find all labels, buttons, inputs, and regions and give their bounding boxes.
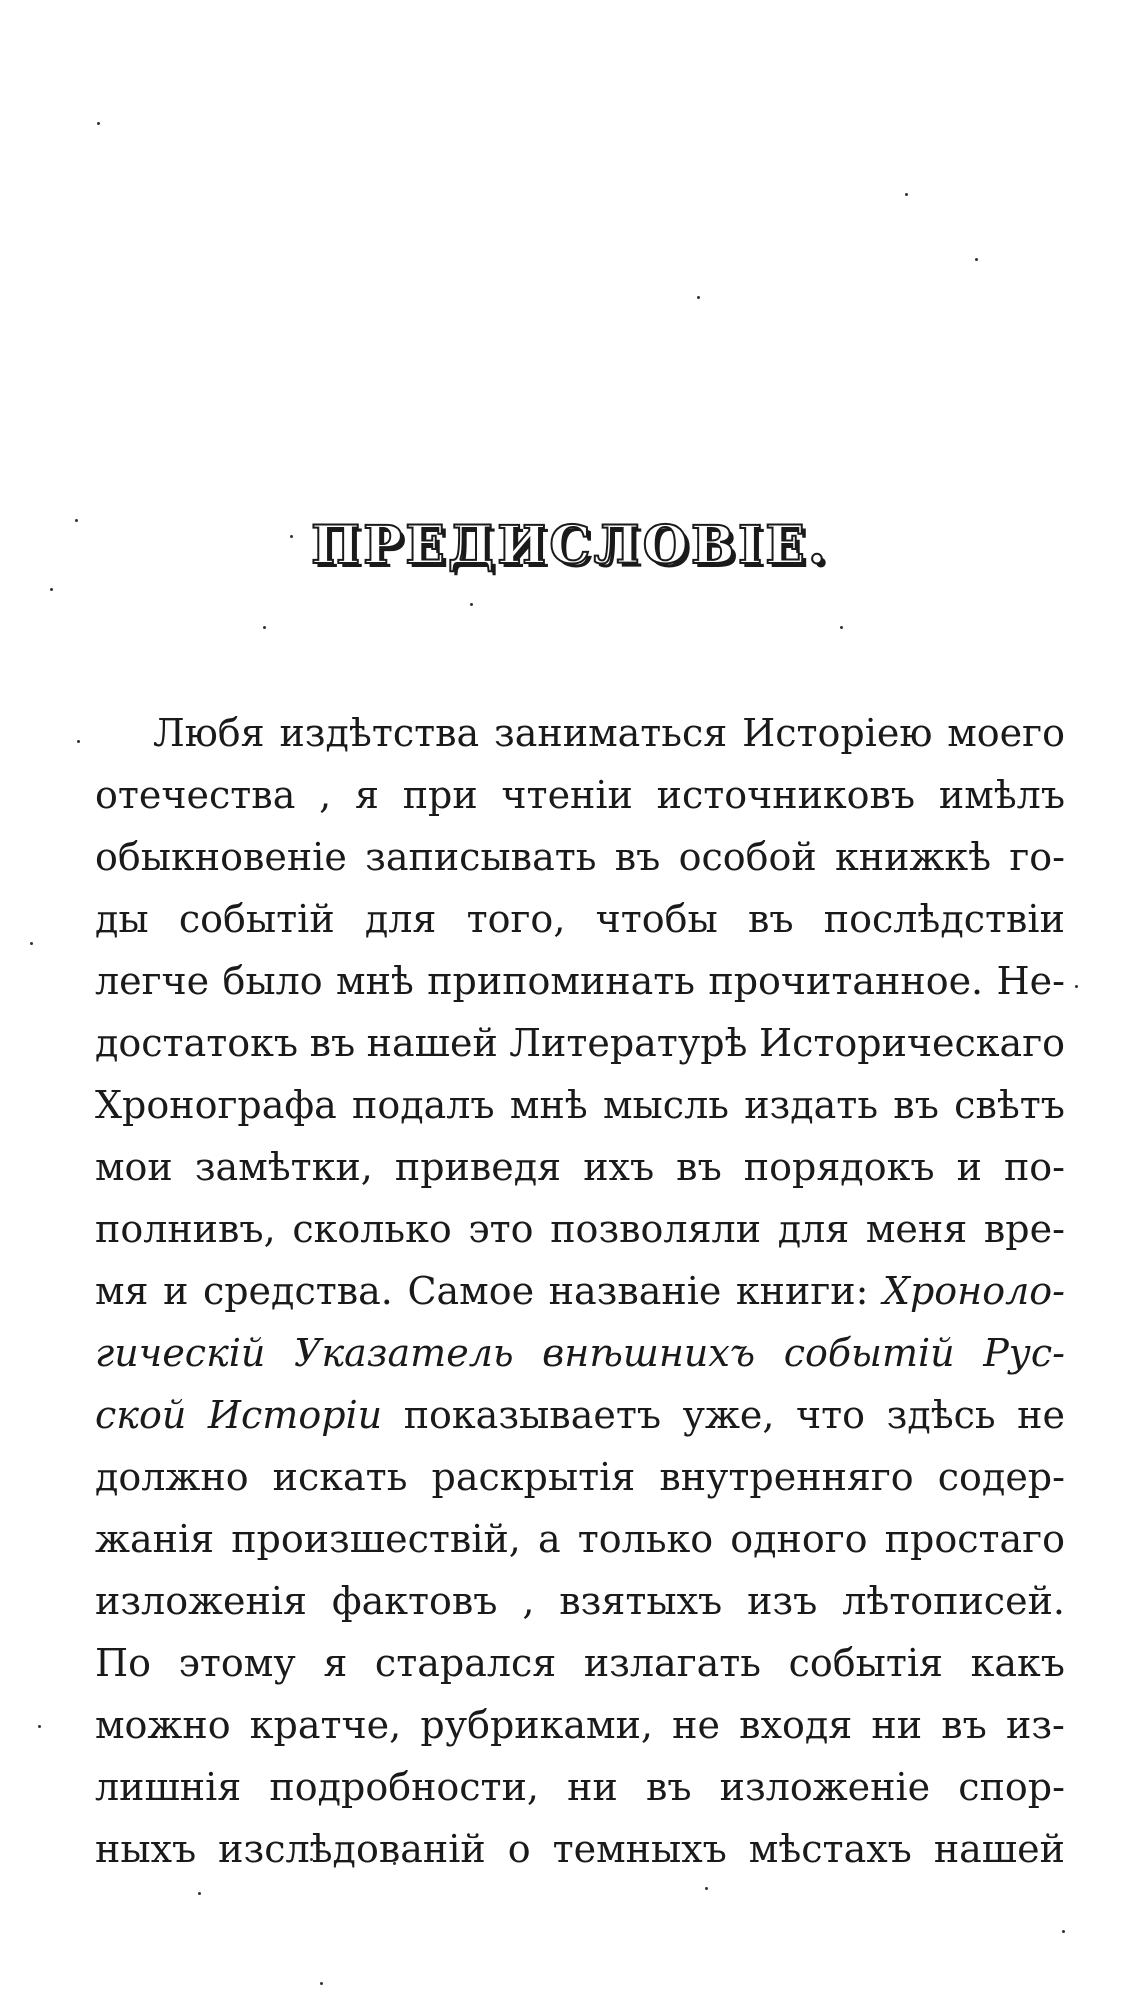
- word: легче: [95, 959, 210, 1003]
- word: и: [163, 1269, 189, 1313]
- word: ской: [95, 1393, 187, 1437]
- word: Историческаго: [758, 1021, 1065, 1065]
- word: лишнія: [95, 1765, 242, 1809]
- word: книжкѣ: [835, 835, 992, 879]
- page-title: ПРЕДИСЛОВІЕ.: [311, 515, 829, 576]
- word: записывать: [365, 835, 597, 879]
- word: ,: [319, 773, 332, 817]
- print-speck: [320, 1982, 323, 1985]
- word: издать: [744, 1083, 879, 1127]
- print-speck: [97, 122, 100, 125]
- word: содер-: [937, 1455, 1065, 1499]
- print-speck: [1075, 985, 1078, 988]
- print-speck: [1062, 1930, 1065, 1933]
- word: внутренняго: [659, 1455, 914, 1499]
- text-line: [95, 1570, 1065, 1632]
- print-speck: [38, 1725, 41, 1728]
- word: ни: [567, 1765, 618, 1809]
- word: для: [364, 897, 437, 941]
- word: замѣтки,: [194, 1145, 373, 1189]
- print-speck: [905, 193, 908, 196]
- word: мнѣ: [509, 1083, 588, 1127]
- word: обыкновеніе: [95, 835, 347, 879]
- word: из-: [1006, 1703, 1065, 1747]
- word: какъ: [970, 1641, 1065, 1685]
- word: въ: [676, 1145, 722, 1189]
- preface-text: [95, 702, 1065, 1880]
- word: изъ: [747, 1579, 818, 1623]
- word: того,: [466, 897, 566, 941]
- word: порядокъ: [743, 1145, 935, 1189]
- word: въ: [941, 1703, 987, 1747]
- word: чтобы: [595, 897, 718, 941]
- word: ихъ: [583, 1145, 655, 1189]
- text-line: [95, 1632, 1065, 1694]
- word: я: [354, 773, 379, 817]
- word: старался: [374, 1641, 557, 1685]
- word: это: [468, 1207, 534, 1251]
- text-line: [95, 1384, 1065, 1446]
- word: названіе: [548, 1269, 722, 1313]
- word: мои: [95, 1145, 173, 1189]
- word: Литературѣ: [509, 1021, 748, 1065]
- word: послѣдствіи: [823, 897, 1065, 941]
- word: гическій: [95, 1331, 266, 1375]
- print-speck: [198, 1892, 201, 1895]
- word: уже,: [682, 1393, 775, 1437]
- print-speck: [697, 296, 700, 299]
- word: чтеніи: [501, 773, 633, 817]
- word: внѣшнихъ: [542, 1331, 756, 1375]
- word: По: [95, 1641, 152, 1685]
- word: здѣсь: [886, 1393, 996, 1437]
- word: отечества: [95, 773, 296, 817]
- word: подалъ: [352, 1083, 495, 1127]
- word: го-: [1009, 835, 1065, 879]
- word: Рус-: [983, 1331, 1065, 1375]
- word: полнивъ,: [95, 1207, 276, 1251]
- text-line: [95, 1198, 1065, 1260]
- print-speck: [77, 740, 80, 743]
- word: не: [672, 1703, 720, 1747]
- word: искать: [272, 1455, 408, 1499]
- word: излагать: [583, 1641, 761, 1685]
- word: ,: [522, 1579, 535, 1623]
- word: нашей: [366, 1021, 498, 1065]
- word: въ: [309, 1021, 356, 1065]
- word: изложенія: [95, 1579, 307, 1623]
- text-line: [95, 1756, 1065, 1818]
- word: было: [222, 959, 323, 1003]
- word: Исторіею: [742, 711, 933, 755]
- word: сколько: [292, 1207, 452, 1251]
- word: Не-: [996, 959, 1065, 1003]
- word: для: [777, 1207, 850, 1251]
- word: изложеніе: [719, 1765, 931, 1809]
- word: въ: [893, 1083, 939, 1127]
- word: припоминать: [427, 959, 695, 1003]
- word: моего: [947, 711, 1065, 755]
- print-speck: [50, 588, 53, 591]
- word: что: [796, 1393, 866, 1437]
- word: а: [538, 1517, 561, 1561]
- print-speck: [975, 258, 978, 261]
- word: въ: [645, 1765, 692, 1809]
- word: особой: [678, 835, 817, 879]
- word: нашей: [933, 1827, 1065, 1871]
- print-speck: [705, 1887, 708, 1890]
- print-speck: [840, 626, 843, 629]
- text-line: [95, 826, 1065, 888]
- word: по-: [1003, 1145, 1065, 1189]
- word: должно: [95, 1455, 249, 1499]
- word: средства.: [202, 1269, 393, 1313]
- word: Указатель: [293, 1331, 514, 1375]
- word: только: [577, 1517, 714, 1561]
- word: можно: [95, 1703, 231, 1747]
- word: Любя: [153, 711, 265, 755]
- word: событій: [178, 897, 335, 941]
- text-line: [95, 1694, 1065, 1756]
- text-line: [95, 764, 1065, 826]
- word: книги:: [735, 1269, 869, 1313]
- print-speck: [30, 942, 33, 945]
- word: простаго: [884, 1517, 1065, 1561]
- word: позволяли: [550, 1207, 762, 1251]
- word: ды: [95, 897, 149, 941]
- word: при: [402, 773, 478, 817]
- text-line: [95, 1074, 1065, 1136]
- word: фактовъ: [331, 1579, 498, 1623]
- word: Хронографа: [95, 1083, 337, 1127]
- word: спор-: [958, 1765, 1065, 1809]
- word: заниматься: [494, 711, 728, 755]
- word: и: [956, 1145, 982, 1189]
- word: событій: [783, 1331, 955, 1375]
- word: лѣтописей.: [842, 1579, 1065, 1623]
- word: кратче,: [249, 1703, 402, 1747]
- word: событія: [788, 1641, 943, 1685]
- text-line: [95, 702, 1065, 764]
- text-line: [95, 1508, 1065, 1570]
- word: этому: [178, 1641, 296, 1685]
- text-line: [95, 950, 1065, 1012]
- word: источниковъ: [656, 773, 916, 817]
- text-line: [95, 1136, 1065, 1198]
- word: произшествій,: [231, 1517, 521, 1561]
- word: я: [323, 1641, 348, 1685]
- word: имѣлъ: [938, 773, 1065, 817]
- word: темныхъ: [552, 1827, 727, 1871]
- word: меня: [865, 1207, 968, 1251]
- word: входя: [739, 1703, 853, 1747]
- text-line: [95, 1012, 1065, 1074]
- text-line: [95, 1818, 1065, 1880]
- word: прочитанное.: [708, 959, 984, 1003]
- word: ни: [871, 1703, 923, 1747]
- word: издѣтства: [279, 711, 480, 755]
- word: Исторіи: [207, 1393, 383, 1437]
- word: мысль: [602, 1083, 729, 1127]
- word: показываетъ: [403, 1393, 662, 1437]
- text-line: [95, 1322, 1065, 1384]
- print-speck: [470, 603, 473, 606]
- word: Самое: [407, 1269, 535, 1313]
- text-line: [95, 1260, 1065, 1322]
- word: о: [507, 1827, 531, 1871]
- word: изслѣдованій: [218, 1827, 486, 1871]
- word: вре-: [983, 1207, 1065, 1251]
- word: приведя: [394, 1145, 562, 1189]
- word: подробности,: [269, 1765, 539, 1809]
- text-line: [95, 1446, 1065, 1508]
- word: ныхъ: [95, 1827, 197, 1871]
- word: въ: [748, 897, 794, 941]
- text-line: [95, 888, 1065, 950]
- word: раскрытія: [431, 1455, 636, 1499]
- word: взятыхъ: [559, 1579, 723, 1623]
- word: Хроноло-: [882, 1269, 1065, 1313]
- word: одного: [730, 1517, 868, 1561]
- word: мя: [95, 1269, 149, 1313]
- word: свѣтъ: [954, 1083, 1065, 1127]
- word: мнѣ: [336, 959, 414, 1003]
- word: не: [1017, 1393, 1065, 1437]
- word: рубриками,: [420, 1703, 653, 1747]
- print-speck: [263, 626, 266, 629]
- word: въ: [614, 835, 661, 879]
- word: достатокъ: [95, 1021, 299, 1065]
- word: жанія: [95, 1517, 215, 1561]
- word: мѣстахъ: [748, 1827, 912, 1871]
